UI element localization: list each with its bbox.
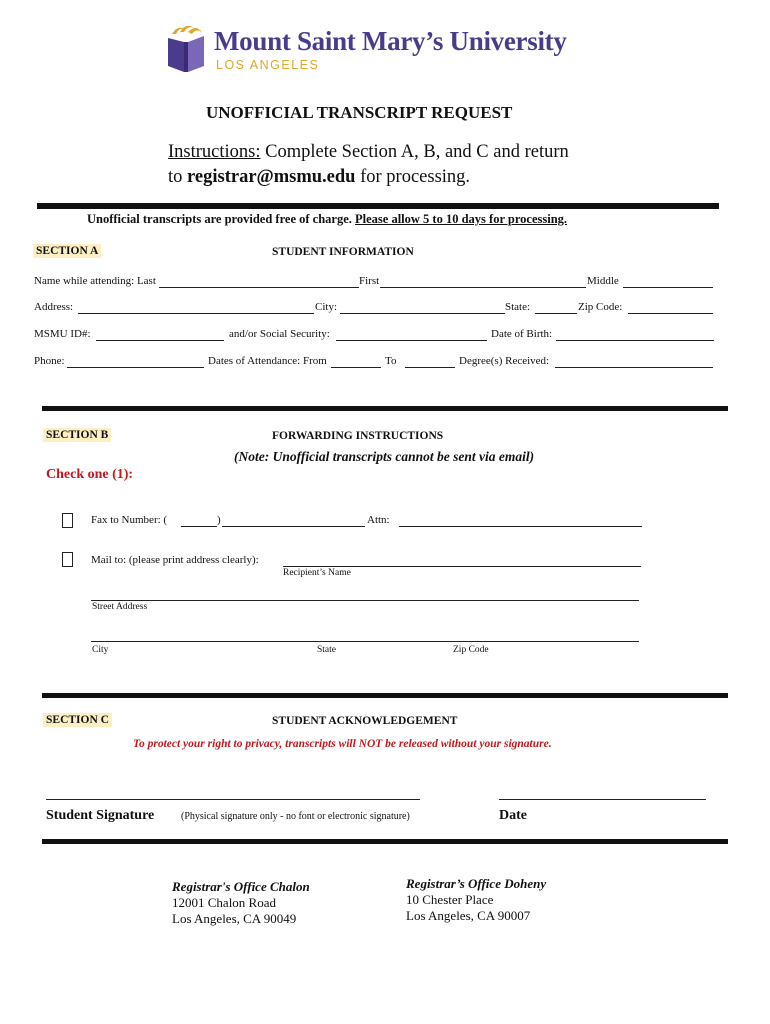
fax-area-code-field[interactable] [181, 526, 217, 527]
degree-field[interactable] [555, 367, 713, 368]
section-c-badge: SECTION C [43, 713, 112, 727]
fax-number-field[interactable] [222, 526, 365, 527]
notice-text [87, 212, 567, 227]
ssn-label: and/or Social Security: [229, 328, 330, 340]
attendance-from-field[interactable] [331, 367, 381, 368]
city-field[interactable] [340, 313, 505, 314]
street-address-field[interactable] [91, 600, 639, 601]
instructions-suffix: for processing. [355, 167, 471, 187]
instructions-prefix: to [168, 167, 188, 187]
section-a-badge: SECTION A [33, 244, 101, 258]
state-label: State: [505, 301, 531, 313]
recipient-caption: Recipient’s Name [283, 568, 351, 578]
city-label: City: [315, 301, 338, 313]
section-b-heading: FORWARDING INSTRUCTIONS [272, 430, 444, 442]
attn-label: Attn: [367, 514, 390, 526]
msmu-id-label: MSMU ID#: [34, 328, 91, 340]
msmu-id-field[interactable] [96, 340, 224, 341]
page-title: UNOFFICIAL TRANSCRIPT REQUEST [206, 103, 513, 122]
attn-field[interactable] [399, 526, 642, 527]
signature-label: Student Signature [46, 808, 155, 823]
attendance-from-label: Dates of Attendance: From [208, 355, 327, 367]
check-one-label: Check one (1): [46, 467, 134, 482]
mail-city-caption: City [92, 645, 109, 655]
mail-label: Mail to: (please print address clearly): [91, 554, 259, 566]
street-caption: Street Address [92, 602, 148, 612]
divider-section-c [42, 693, 728, 698]
dob-field[interactable] [556, 340, 714, 341]
book-flame-logo-icon [166, 22, 206, 74]
instructions-line-1 [168, 142, 569, 163]
zip-field[interactable] [628, 313, 713, 314]
office-chalon-name: Registrar's Office Chalon [172, 879, 310, 894]
registrar-email[interactable]: registrar@msmu.edu [187, 167, 356, 187]
divider-section-b [42, 406, 728, 411]
attendance-to-field[interactable] [405, 367, 455, 368]
mail-state-caption: State [317, 645, 336, 655]
office-doheny [406, 876, 546, 924]
section-a-heading: STUDENT INFORMATION [272, 246, 414, 258]
instructions-label: Instructions: [168, 142, 261, 162]
middle-name-label: Middle [587, 275, 619, 287]
fax-close-paren: ) [217, 514, 221, 526]
fax-checkbox[interactable] [62, 513, 73, 528]
instructions-line-2 [168, 167, 470, 188]
privacy-warning: To protect your right to privacy, transcripts will NOT be released without your signature. [133, 738, 552, 750]
state-field[interactable] [535, 313, 577, 314]
date-label: Date [499, 808, 527, 823]
middle-name-field[interactable] [623, 287, 713, 288]
fax-label: Fax to Number: ( [91, 514, 168, 526]
last-name-field[interactable] [159, 287, 359, 288]
city-state-zip-field[interactable] [91, 641, 639, 642]
phone-field[interactable] [67, 367, 204, 368]
address-label: Address: [34, 301, 74, 313]
address-field[interactable] [78, 313, 314, 314]
office-chalon [172, 879, 310, 927]
office-doheny-city: Los Angeles, CA 90007 [406, 908, 531, 923]
office-doheny-street: 10 Chester Place [406, 892, 494, 907]
notice-free: Unofficial transcripts are provided free of charge. [87, 212, 356, 226]
attendance-to-label: To [385, 355, 397, 367]
campus-name: LOS ANGELES [216, 58, 320, 72]
first-name-field[interactable] [380, 287, 586, 288]
recipient-name-field[interactable] [283, 566, 641, 567]
divider-top [37, 203, 719, 209]
mail-zip-caption: Zip Code [453, 645, 489, 655]
divider-bottom [42, 839, 728, 844]
instructions-text: Complete Section A, B, and C and return [260, 142, 569, 162]
signature-note: (Physical signature only - no font or electronic signature) [181, 811, 410, 822]
zip-label: Zip Code: [578, 301, 623, 313]
email-note: (Note: Unofficial transcripts cannot be sent via email) [234, 449, 535, 464]
phone-label: Phone: [34, 355, 65, 367]
office-chalon-city: Los Angeles, CA 90049 [172, 911, 297, 926]
dob-label: Date of Birth: [491, 328, 553, 340]
section-c-heading: STUDENT ACKNOWLEDGEMENT [272, 715, 458, 727]
mail-checkbox[interactable] [62, 552, 73, 567]
university-logo [166, 22, 206, 79]
name-last-label: Name while attending: Last [34, 275, 156, 287]
notice-processing: Please allow 5 to 10 days for processing. [355, 212, 568, 226]
degree-label: Degree(s) Received: [459, 355, 550, 367]
date-field[interactable] [499, 799, 706, 800]
office-chalon-street: 12001 Chalon Road [172, 895, 276, 910]
office-doheny-name: Registrar’s Office Doheny [406, 876, 547, 891]
first-name-label: First [359, 275, 380, 287]
signature-field[interactable] [46, 799, 420, 800]
university-name: Mount Saint Mary’s University [214, 26, 567, 56]
ssn-field[interactable] [336, 340, 487, 341]
section-b-badge: SECTION B [43, 428, 111, 442]
